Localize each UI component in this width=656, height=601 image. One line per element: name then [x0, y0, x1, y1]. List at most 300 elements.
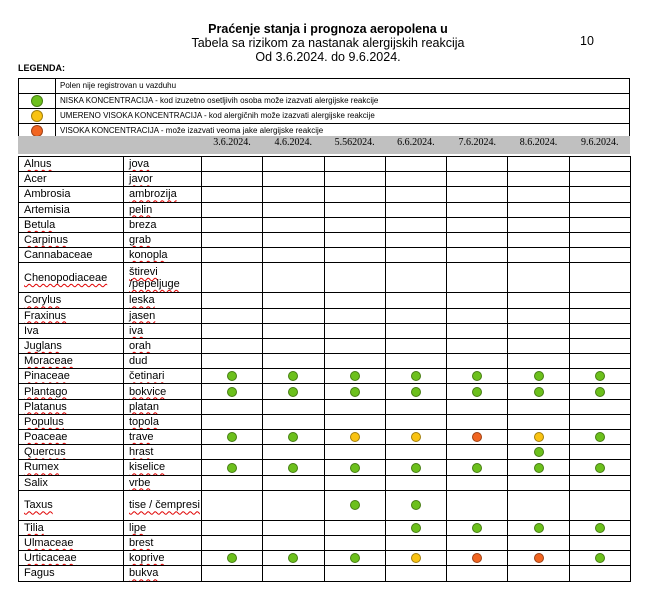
concentration-cell — [569, 384, 630, 399]
concentration-cell — [508, 308, 569, 323]
concentration-cell — [508, 551, 569, 566]
concentration-cell — [324, 369, 385, 384]
legend-text: VISOKA KONCENTRACIJA - može izazvati veoma jake alergijske reakcije — [56, 124, 630, 139]
concentration-cell — [569, 520, 630, 535]
concentration-cell — [263, 172, 324, 187]
concentration-cell — [202, 157, 263, 172]
local-name: trave — [129, 431, 154, 444]
concentration-cell — [385, 369, 446, 384]
concentration-dot-icon — [288, 463, 298, 473]
concentration-cell — [569, 445, 630, 460]
concentration-cell — [447, 490, 508, 520]
concentration-cell — [202, 263, 263, 293]
latin-name: Fagus — [24, 567, 55, 580]
concentration-dot-icon — [472, 553, 482, 563]
concentration-cell — [447, 338, 508, 353]
concentration-cell — [385, 520, 446, 535]
concentration-cell — [447, 369, 508, 384]
local-name: jova — [129, 158, 150, 171]
concentration-cell — [447, 232, 508, 247]
latin-name: Corylus — [24, 294, 62, 307]
legend-label: LEGENDA: — [18, 63, 65, 73]
concentration-cell — [202, 217, 263, 232]
latin-name-cell — [19, 338, 124, 353]
local-name: koprive — [129, 552, 165, 565]
table-row — [19, 384, 631, 399]
table-row — [19, 157, 631, 172]
concentration-dot-icon — [227, 463, 237, 473]
concentration-dot-icon — [411, 500, 421, 510]
latin-name-cell — [19, 157, 124, 172]
latin-name: Juglans — [24, 339, 62, 352]
concentration-cell — [508, 369, 569, 384]
concentration-cell — [508, 535, 569, 550]
latin-name-cell — [19, 384, 124, 399]
table-row — [19, 551, 631, 566]
concentration-cell — [447, 354, 508, 369]
table-row — [19, 535, 631, 550]
concentration-cell — [385, 384, 446, 399]
latin-name-cell — [19, 217, 124, 232]
legend-row — [19, 94, 630, 109]
concentration-cell — [385, 535, 446, 550]
report-date-range: Od 3.6.2024. do 9.6.2024. — [255, 50, 401, 64]
table-row — [19, 323, 631, 338]
concentration-cell — [202, 551, 263, 566]
concentration-dot-icon — [534, 447, 544, 457]
concentration-dot-icon — [472, 387, 482, 397]
local-name: tise / čempresi — [129, 499, 200, 512]
latin-name-cell — [19, 551, 124, 566]
concentration-cell — [324, 217, 385, 232]
latin-name-cell — [19, 354, 124, 369]
concentration-cell — [385, 248, 446, 263]
latin-name: Tilia — [24, 521, 44, 534]
concentration-cell — [263, 323, 324, 338]
latin-name-cell — [19, 232, 124, 247]
concentration-dot-icon — [472, 371, 482, 381]
table-row — [19, 566, 631, 581]
local-name: kiselice — [129, 461, 166, 474]
concentration-dot-icon — [227, 553, 237, 563]
latin-name: Urticaceae — [24, 552, 77, 565]
local-name-cell — [124, 399, 202, 414]
concentration-dot-icon — [534, 387, 544, 397]
concentration-cell — [447, 323, 508, 338]
concentration-cell — [447, 308, 508, 323]
table-row — [19, 369, 631, 384]
table-row — [19, 475, 631, 490]
concentration-cell — [324, 172, 385, 187]
local-name-cell — [124, 369, 202, 384]
table-row — [19, 232, 631, 247]
concentration-dot-icon — [534, 553, 544, 563]
local-name-cell — [124, 354, 202, 369]
local-name: ambrozija — [129, 188, 177, 201]
concentration-dot-icon — [411, 432, 421, 442]
concentration-cell — [569, 202, 630, 217]
concentration-cell — [508, 323, 569, 338]
concentration-cell — [263, 354, 324, 369]
concentration-cell — [569, 475, 630, 490]
concentration-cell — [447, 430, 508, 445]
concentration-cell — [508, 202, 569, 217]
concentration-cell — [324, 293, 385, 308]
concentration-cell — [447, 248, 508, 263]
concentration-cell — [324, 354, 385, 369]
local-name-cell — [124, 248, 202, 263]
latin-name: Plantago — [24, 385, 68, 398]
concentration-cell — [202, 187, 263, 202]
concentration-cell — [447, 551, 508, 566]
concentration-cell — [569, 323, 630, 338]
concentration-cell — [508, 248, 569, 263]
concentration-cell — [324, 566, 385, 581]
concentration-cell — [569, 187, 630, 202]
concentration-dot-icon — [350, 371, 360, 381]
concentration-cell — [385, 232, 446, 247]
concentration-cell — [324, 308, 385, 323]
date-header: 7.6.2024. — [458, 137, 496, 148]
latin-name-cell — [19, 399, 124, 414]
concentration-dot-icon — [227, 387, 237, 397]
table-row — [19, 338, 631, 353]
table-row — [19, 248, 631, 263]
page-number: 10 — [580, 34, 594, 48]
concentration-cell — [569, 248, 630, 263]
concentration-cell — [385, 202, 446, 217]
local-name-cell — [124, 551, 202, 566]
local-name: hrast — [129, 446, 154, 459]
concentration-dot-icon — [227, 432, 237, 442]
legend-row — [19, 109, 630, 124]
concentration-cell — [385, 551, 446, 566]
concentration-cell — [569, 399, 630, 414]
local-name-cell — [124, 172, 202, 187]
concentration-cell — [202, 172, 263, 187]
concentration-cell — [324, 551, 385, 566]
latin-name-cell — [19, 248, 124, 263]
concentration-cell — [569, 217, 630, 232]
concentration-cell — [508, 566, 569, 581]
pollen-table — [18, 156, 631, 582]
concentration-cell — [324, 263, 385, 293]
local-name-cell — [124, 566, 202, 581]
concentration-cell — [202, 354, 263, 369]
concentration-cell — [385, 157, 446, 172]
concentration-cell — [263, 490, 324, 520]
concentration-cell — [202, 308, 263, 323]
local-name: četinari — [129, 370, 165, 383]
concentration-cell — [508, 217, 569, 232]
concentration-cell — [385, 475, 446, 490]
concentration-cell — [263, 399, 324, 414]
concentration-dot-icon — [595, 553, 605, 563]
concentration-dot-icon — [595, 387, 605, 397]
local-name-cell — [124, 430, 202, 445]
latin-name: Alnus — [24, 158, 52, 171]
concentration-cell — [324, 202, 385, 217]
table-row — [19, 293, 631, 308]
concentration-cell — [569, 460, 630, 475]
latin-name: Artemisia — [24, 203, 70, 216]
latin-name-cell — [19, 293, 124, 308]
legend-row — [19, 79, 630, 94]
local-name-cell — [124, 535, 202, 550]
concentration-dot-icon — [534, 432, 544, 442]
concentration-cell — [508, 445, 569, 460]
local-name: bukva — [129, 567, 159, 580]
table-row — [19, 172, 631, 187]
date-header: 4.6.2024. — [274, 137, 313, 148]
concentration-dot-icon — [350, 387, 360, 397]
latin-name: Salix — [24, 476, 48, 489]
concentration-dot-icon — [227, 371, 237, 381]
concentration-cell — [263, 187, 324, 202]
concentration-cell — [447, 475, 508, 490]
date-header: 8.6.2024. — [519, 137, 558, 148]
latin-name-cell — [19, 172, 124, 187]
concentration-dot-icon — [472, 432, 482, 442]
latin-name: Fraxinus — [24, 309, 67, 322]
local-name: jasen — [129, 309, 156, 322]
concentration-cell — [263, 308, 324, 323]
concentration-cell — [569, 308, 630, 323]
concentration-cell — [508, 338, 569, 353]
concentration-cell — [569, 566, 630, 581]
concentration-cell — [263, 232, 324, 247]
concentration-cell — [385, 490, 446, 520]
latin-name-cell — [19, 566, 124, 581]
concentration-cell — [202, 384, 263, 399]
table-row — [19, 354, 631, 369]
concentration-cell — [385, 187, 446, 202]
concentration-cell — [385, 460, 446, 475]
concentration-cell — [263, 248, 324, 263]
concentration-cell — [447, 460, 508, 475]
concentration-cell — [508, 263, 569, 293]
date-header: 3.6.2024. — [213, 137, 251, 148]
date-header: 5.562024. — [334, 137, 375, 148]
concentration-dot-icon — [595, 371, 605, 381]
concentration-dot-icon — [350, 432, 360, 442]
latin-name-cell — [19, 308, 124, 323]
concentration-dot-icon — [595, 463, 605, 473]
latin-name-cell — [19, 414, 124, 429]
latin-name-cell — [19, 520, 124, 535]
concentration-cell — [569, 338, 630, 353]
table-row — [19, 414, 631, 429]
local-name: grab — [129, 234, 152, 247]
latin-name-cell — [19, 263, 124, 293]
local-name: javor — [129, 173, 153, 186]
concentration-cell — [324, 323, 385, 338]
latin-name: Platanus — [24, 400, 67, 413]
concentration-cell — [202, 490, 263, 520]
concentration-cell — [324, 430, 385, 445]
concentration-cell — [385, 399, 446, 414]
latin-name: Ambrosia — [24, 188, 71, 201]
concentration-cell — [447, 414, 508, 429]
concentration-cell — [569, 551, 630, 566]
concentration-cell — [508, 293, 569, 308]
concentration-cell — [447, 535, 508, 550]
concentration-dot-icon — [288, 387, 298, 397]
latin-name: Ulmaceae — [24, 537, 74, 550]
concentration-cell — [202, 414, 263, 429]
concentration-cell — [508, 157, 569, 172]
concentration-cell — [569, 430, 630, 445]
local-name: iva — [129, 324, 144, 337]
concentration-cell — [385, 338, 446, 353]
concentration-dot-icon — [534, 371, 544, 381]
concentration-cell — [263, 384, 324, 399]
local-name-cell — [124, 384, 202, 399]
local-name: platan — [129, 400, 159, 413]
concentration-cell — [569, 232, 630, 247]
concentration-cell — [569, 369, 630, 384]
concentration-cell — [324, 232, 385, 247]
table-row — [19, 399, 631, 414]
concentration-cell — [447, 399, 508, 414]
concentration-dot-icon — [534, 523, 544, 533]
concentration-cell — [385, 263, 446, 293]
concentration-cell — [202, 202, 263, 217]
concentration-cell — [447, 172, 508, 187]
concentration-cell — [569, 354, 630, 369]
concentration-cell — [202, 369, 263, 384]
legend-dot-icon — [31, 110, 43, 122]
concentration-cell — [385, 308, 446, 323]
concentration-cell — [508, 414, 569, 429]
local-name-cell — [124, 338, 202, 353]
concentration-cell — [385, 293, 446, 308]
concentration-cell — [324, 187, 385, 202]
date-header: 9.6.2024. — [581, 137, 619, 148]
concentration-cell — [569, 414, 630, 429]
concentration-cell — [202, 445, 263, 460]
concentration-cell — [202, 338, 263, 353]
latin-name-cell — [19, 535, 124, 550]
concentration-cell — [447, 202, 508, 217]
table-row — [19, 217, 631, 232]
concentration-dot-icon — [350, 463, 360, 473]
concentration-cell — [263, 369, 324, 384]
concentration-dot-icon — [411, 371, 421, 381]
table-row — [19, 308, 631, 323]
concentration-cell — [508, 475, 569, 490]
concentration-cell — [324, 248, 385, 263]
concentration-cell — [202, 232, 263, 247]
concentration-dot-icon — [350, 500, 360, 510]
local-name: bokvice — [129, 385, 167, 398]
concentration-cell — [263, 475, 324, 490]
table-row — [19, 430, 631, 445]
concentration-dot-icon — [472, 523, 482, 533]
concentration-cell — [447, 445, 508, 460]
concentration-cell — [324, 460, 385, 475]
local-name: konopla — [129, 249, 168, 262]
concentration-cell — [324, 384, 385, 399]
concentration-cell — [569, 172, 630, 187]
concentration-cell — [202, 566, 263, 581]
local-name-cell — [124, 217, 202, 232]
concentration-cell — [569, 293, 630, 308]
local-name-cell — [124, 475, 202, 490]
local-name-cell — [124, 202, 202, 217]
local-name: breza — [129, 218, 157, 231]
local-name: pelin — [129, 203, 153, 216]
local-name: dud — [129, 355, 148, 368]
latin-name-cell — [19, 475, 124, 490]
concentration-cell — [263, 430, 324, 445]
concentration-cell — [324, 475, 385, 490]
local-name-cell — [124, 293, 202, 308]
local-name: topola — [129, 415, 159, 428]
latin-name: Rumex — [24, 461, 59, 474]
concentration-cell — [324, 535, 385, 550]
concentration-cell — [508, 232, 569, 247]
concentration-cell — [263, 263, 324, 293]
concentration-cell — [447, 187, 508, 202]
latin-name-cell — [19, 187, 124, 202]
concentration-cell — [263, 520, 324, 535]
local-name-cell — [124, 232, 202, 247]
concentration-cell — [202, 248, 263, 263]
concentration-dot-icon — [288, 553, 298, 563]
concentration-cell — [324, 157, 385, 172]
concentration-cell — [263, 414, 324, 429]
concentration-cell — [447, 384, 508, 399]
concentration-cell — [202, 475, 263, 490]
latin-name: Betula — [24, 218, 56, 231]
local-name: orah — [129, 339, 152, 352]
report-header — [0, 22, 656, 64]
concentration-cell — [447, 566, 508, 581]
concentration-cell — [508, 384, 569, 399]
legend-swatch — [19, 94, 56, 109]
concentration-cell — [263, 535, 324, 550]
concentration-dot-icon — [411, 523, 421, 533]
legend-text: NISKA KONCENTRACIJA - kod izuzetno osetljivih osoba može izazvati alergijske reakcije — [56, 94, 630, 109]
concentration-cell — [385, 217, 446, 232]
concentration-dot-icon — [411, 553, 421, 563]
report-title: Praćenje stanja i prognoza aeropolena u — [208, 22, 448, 36]
concentration-cell — [508, 460, 569, 475]
date-header: 6.6.2024. — [397, 137, 435, 148]
concentration-cell — [263, 445, 324, 460]
concentration-cell — [385, 172, 446, 187]
concentration-cell — [447, 263, 508, 293]
concentration-cell — [447, 293, 508, 308]
table-row — [19, 460, 631, 475]
concentration-cell — [324, 414, 385, 429]
concentration-cell — [263, 338, 324, 353]
local-name-cell — [124, 445, 202, 460]
latin-name: Acer — [24, 173, 47, 186]
legend-text: Polen nije registrovan u vazduhu — [56, 79, 630, 94]
legend-text: UMERENO VISOKA KONCENTRACIJA - kod alergičnih može izazvati alergijske reakcije — [56, 109, 630, 124]
latin-name: Quercus — [24, 446, 66, 459]
concentration-cell — [263, 157, 324, 172]
latin-name: Cannabaceae — [24, 249, 93, 262]
concentration-cell — [202, 430, 263, 445]
concentration-cell — [263, 217, 324, 232]
latin-name: Carpinus — [24, 234, 69, 247]
concentration-cell — [202, 399, 263, 414]
concentration-cell — [508, 354, 569, 369]
concentration-cell — [202, 460, 263, 475]
